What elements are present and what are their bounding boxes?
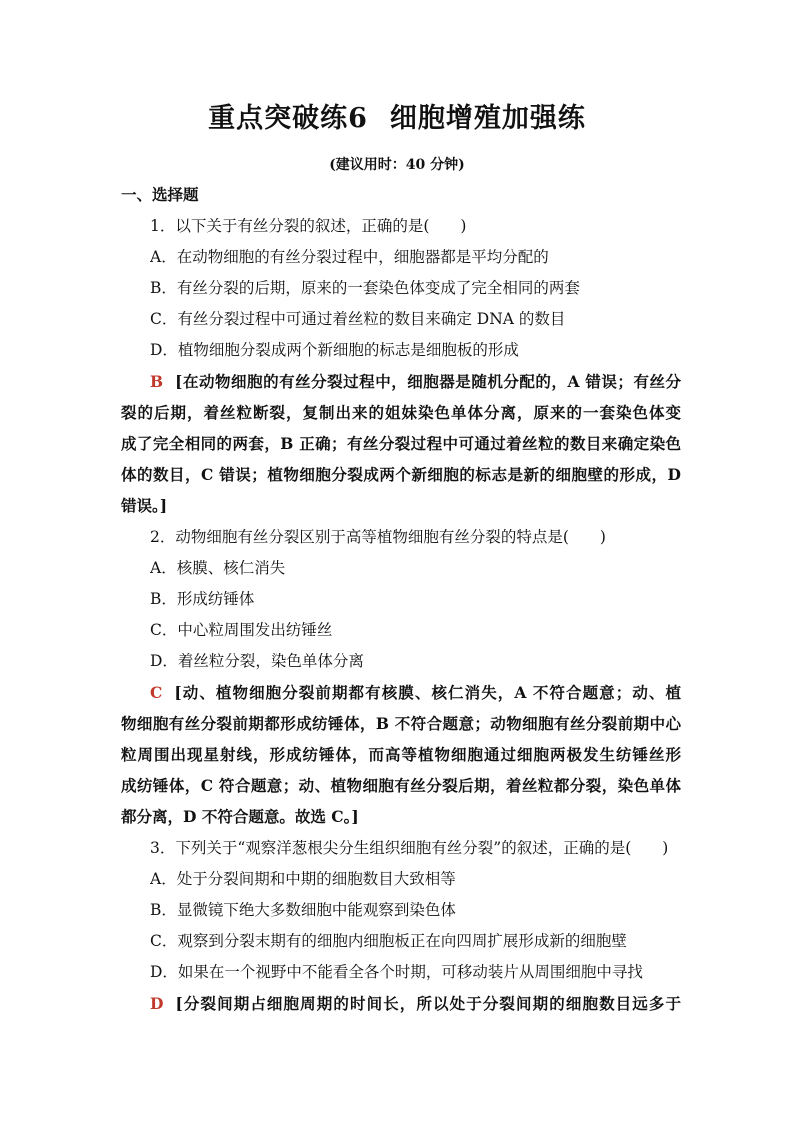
q1-option-c: C．有丝分裂过程中可通过着丝粒的数目来确定 DNA 的数目	[150, 310, 566, 328]
q2-option-b: B．形成纺锤体	[150, 590, 255, 608]
q3-option-c: C．观察到分裂末期有的细胞内细胞板正在向四周扩展形成新的细胞壁	[150, 932, 627, 950]
q1-explanation-line-1: B [在动物细胞的有丝分裂过程中，细胞器是随机分配的，A 错误；有丝分	[150, 372, 681, 391]
q2-option-a: A．核膜、核仁消失	[150, 559, 286, 577]
q2-answer: C	[150, 683, 163, 702]
q1-option-b: B．有丝分裂的后期，原来的一套染色体变成了完全相同的两套	[150, 279, 580, 297]
q3-option-b: B．显微镜下绝大多数细胞中能观察到染色体	[150, 901, 456, 919]
q2-option-d: D．着丝粒分裂，染色单体分离	[150, 652, 364, 670]
q1-explanation-line-5: 错误。]	[121, 496, 168, 515]
q1-answer: B	[150, 372, 164, 391]
q2-option-c: C．中心粒周围发出纺锤丝	[150, 621, 333, 639]
page-title	[0, 96, 794, 135]
q3-explanation-line-1: D [分裂间期占细胞周期的时间长，所以处于分裂间期的细胞数目远多于	[150, 994, 681, 1013]
q1-option-d: D．植物细胞分裂成两个新细胞的标志是细胞板的形成	[150, 341, 519, 359]
section-heading: 一、选择题	[121, 185, 199, 204]
q2-explanation-line-1: C [动、植物细胞分裂前期都有核膜、核仁消失，A 不符合题意；动、植	[150, 683, 681, 702]
q3-option-d: D．如果在一个视野中不能看全各个时期，可移动装片从周围细胞中寻找	[150, 963, 643, 981]
q2-explanation-line-4: 成纺锤体，C 符合题意；动、植物细胞有丝分裂后期，着丝粒都分裂，染色单体	[121, 776, 681, 795]
q1-explanation-line-2: 裂的后期，着丝粒断裂，复制出来的姐妹染色单体分离，原来的一套染色体变	[121, 403, 681, 422]
title-topic: 细胞增殖加强练	[389, 103, 586, 134]
q2-explanation-line-3: 粒周围出现星射线，形成纺锤体，而高等植物细胞通过细胞两极发生纺锤丝形	[121, 745, 681, 764]
time-suggestion: (建议用时：40 分钟)	[329, 157, 465, 173]
question-stem-2: 2．动物细胞有丝分裂区别于高等植物细胞有丝分裂的特点是( )	[150, 528, 606, 546]
q1-option-a: A．在动物细胞的有丝分裂过程中，细胞器都是平均分配的	[150, 248, 549, 266]
title-main: 重点突破练6	[208, 103, 368, 134]
question-stem-1: 1．以下关于有丝分裂的叙述，正确的是( )	[150, 217, 467, 235]
question-stem-3: 3．下列关于“观察洋葱根尖分生组织细胞有丝分裂”的叙述，正确的是( )	[150, 839, 669, 857]
q3-option-a: A．处于分裂间期和中期的细胞数目大致相等	[150, 870, 456, 888]
q2-explanation-line-5: 都分离，D 不符合题意。故选 C。]	[121, 807, 359, 826]
q1-explanation-line-3: 成了完全相同的两套，B 正确；有丝分裂过程中可通过着丝粒的数目来确定染色	[121, 434, 681, 453]
q2-explanation-line-2: 物细胞有丝分裂前期都形成纺锤体，B 不符合题意；动物细胞有丝分裂前期中心	[121, 714, 681, 733]
q1-explanation-line-4: 体的数目，C 错误；植物细胞分裂成两个新细胞的标志是新的细胞壁的形成，D	[121, 465, 681, 484]
q3-answer: D	[150, 994, 164, 1013]
